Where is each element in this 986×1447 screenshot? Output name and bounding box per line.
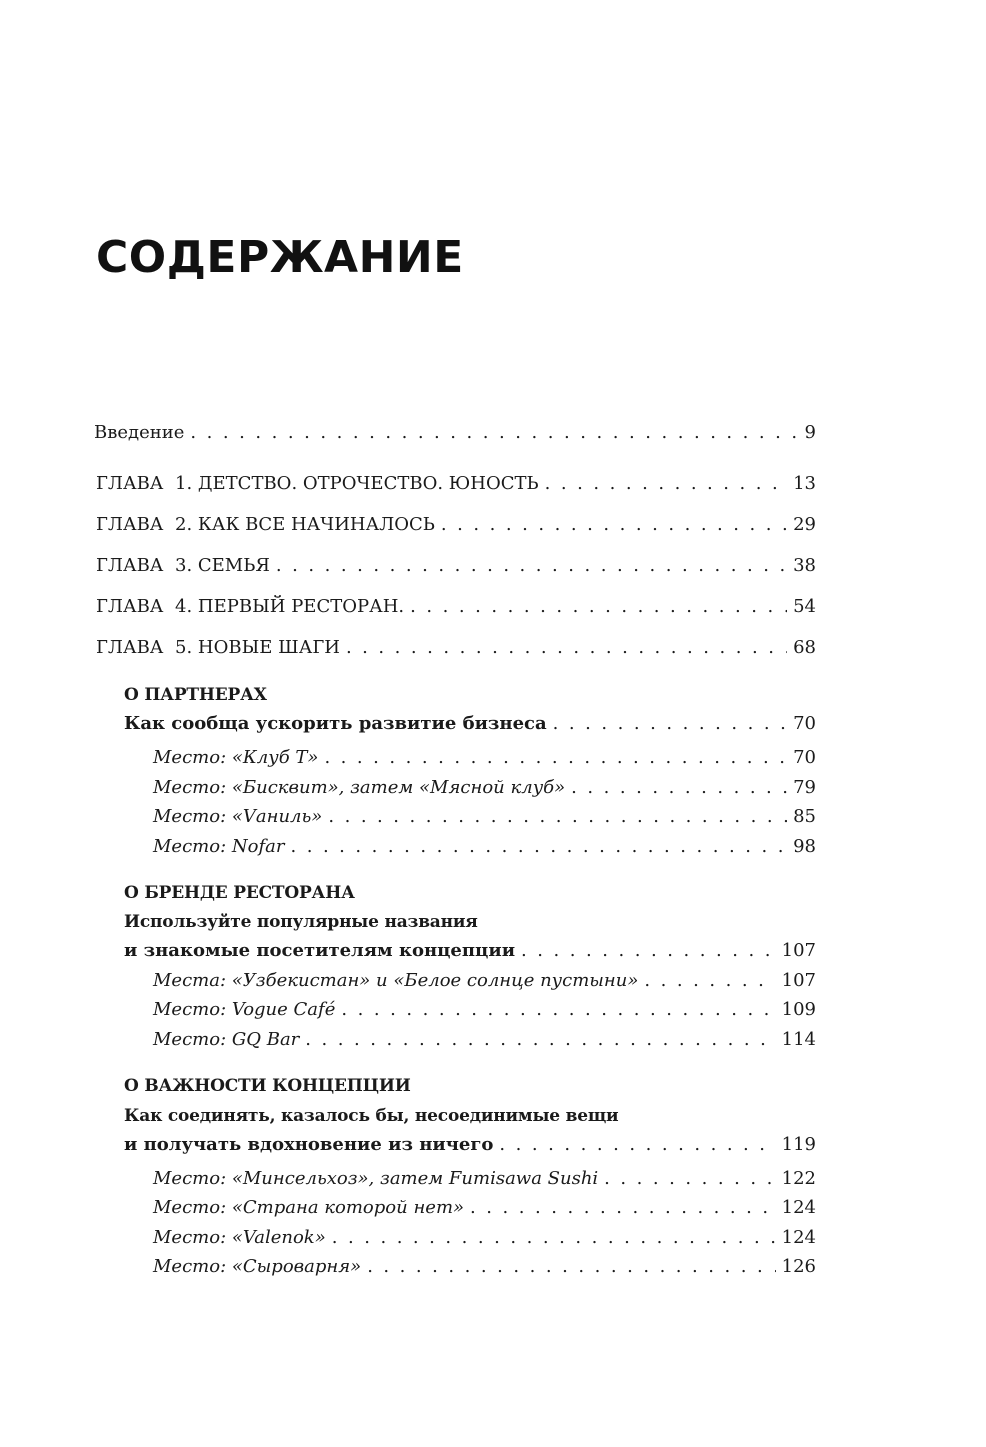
dot-leader	[367, 1254, 775, 1280]
toc-entry-place[interactable]	[0, 745, 986, 771]
place-title: Место: «Страна которой нет»	[153, 1197, 465, 1218]
dot-leader	[341, 997, 775, 1023]
dot-leader	[499, 1132, 775, 1158]
toc-entry-title: Введение	[94, 422, 185, 443]
section-heading: О ПАРТНЕРАХ	[124, 685, 267, 705]
page-number: 68	[793, 637, 816, 658]
page-number: 126	[781, 1256, 816, 1277]
section-heading-row	[0, 1073, 986, 1099]
toc-entry-place[interactable]	[0, 1254, 986, 1280]
page-number: 70	[793, 747, 816, 768]
place-title: Место: «Минсельхоз», затем Fumisawa Sushi	[153, 1168, 599, 1189]
page-number: 109	[781, 999, 816, 1020]
chapter-title: 5. НОВЫЕ ШАГИ	[175, 637, 340, 658]
toc-entry-place[interactable]	[0, 1195, 986, 1221]
page-number: 79	[793, 777, 816, 798]
place-title: Место: GQ Bar	[153, 1029, 300, 1050]
dot-leader	[644, 968, 775, 994]
page-number: 122	[781, 1168, 816, 1189]
toc-entry-chapter[interactable]	[0, 553, 986, 579]
page-number: 124	[781, 1197, 816, 1218]
dot-leader	[410, 594, 787, 620]
place-title: Место: «Vаниль»	[153, 806, 323, 827]
dot-leader	[332, 1225, 776, 1251]
dot-leader	[290, 834, 787, 860]
page-number: 98	[793, 836, 816, 857]
chapter-label: ГЛАВА	[96, 473, 164, 494]
place-title: Место: «Бисквит», затем «Мясной клуб»	[153, 777, 566, 798]
toc-entry-place[interactable]	[0, 997, 986, 1023]
toc-entry-chapter[interactable]	[0, 594, 986, 620]
toc-entry-section-topic[interactable]	[0, 711, 986, 737]
place-title: Места: «Узбекистан» и «Белое солнце пустыни»	[153, 970, 639, 991]
page-number: 9	[804, 422, 816, 443]
section-subtitle: Используйте популярные названия	[124, 912, 478, 932]
chapter-label: ГЛАВА	[96, 637, 164, 658]
place-title: Место: Nofar	[153, 836, 285, 857]
dot-leader	[604, 1166, 775, 1192]
section-heading-row	[0, 880, 986, 906]
page-number: 70	[793, 713, 816, 734]
section-heading: О БРЕНДЕ РЕСТОРАНА	[124, 883, 355, 903]
dot-leader	[441, 512, 787, 538]
place-title: Место: Vogue Café	[153, 999, 336, 1020]
place-title: Место: «Valenok»	[153, 1227, 326, 1248]
chapter-title: 2. КАК ВСЕ НАЧИНАЛОСЬ	[175, 514, 435, 535]
dot-leader	[305, 1027, 775, 1053]
chapter-title: 1. ДЕТСТВО. ОТРОЧЕСТВО. ЮНОСТЬ	[175, 473, 539, 494]
toc-entry-place[interactable]	[0, 804, 986, 830]
section-heading: О ВАЖНОСТИ КОНЦЕПЦИИ	[124, 1076, 411, 1096]
page-number: 114	[781, 1029, 816, 1050]
toc-entry-chapter[interactable]	[0, 635, 986, 661]
toc-entry-place[interactable]	[0, 968, 986, 994]
dot-leader	[276, 553, 787, 579]
dot-leader	[346, 635, 787, 661]
dot-leader	[190, 420, 798, 446]
toc-entry-place[interactable]	[0, 834, 986, 860]
dot-leader	[553, 711, 787, 737]
page-number: 124	[781, 1227, 816, 1248]
chapter-label: ГЛАВА	[96, 596, 164, 617]
page-number: 85	[793, 806, 816, 827]
page-number: 13	[793, 473, 816, 494]
chapter-title: 3. СЕМЬЯ	[175, 555, 270, 576]
page-number: 107	[781, 970, 816, 991]
page-title: СОДЕРЖАНИЕ	[96, 232, 464, 283]
toc-entry-chapter[interactable]	[0, 512, 986, 538]
toc-entry-chapter[interactable]	[0, 471, 986, 497]
section-heading-row	[0, 682, 986, 708]
page-number: 54	[793, 596, 816, 617]
dot-leader	[328, 804, 787, 830]
page-number: 119	[781, 1134, 816, 1155]
toc-entry-place[interactable]	[0, 1166, 986, 1192]
toc-entry-section-topic[interactable]	[0, 938, 986, 964]
chapter-label: ГЛАВА	[96, 555, 164, 576]
place-title: Место: «Клуб Т»	[153, 747, 319, 768]
section-subtitle: Как сообща ускорить развитие бизнеса	[124, 713, 547, 734]
dot-leader	[324, 745, 787, 771]
toc-entry-intro[interactable]	[0, 420, 986, 446]
section-subtitle: и знакомые посетителям концепции	[124, 940, 516, 961]
place-title: Место: «Сыроварня»	[153, 1256, 362, 1277]
section-subtitle-row[interactable]	[0, 909, 986, 935]
toc-entry-section-topic[interactable]	[0, 1132, 986, 1158]
section-subtitle-row[interactable]	[0, 1103, 986, 1129]
dot-leader	[571, 775, 787, 801]
page-number: 29	[793, 514, 816, 535]
dot-leader	[470, 1195, 776, 1221]
dot-leader	[521, 938, 776, 964]
chapter-label: ГЛАВА	[96, 514, 164, 535]
section-subtitle: и получать вдохновение из ничего	[124, 1134, 494, 1155]
toc-entry-place[interactable]	[0, 775, 986, 801]
section-subtitle: Как соединять, казалось бы, несоединимые вещи	[124, 1106, 619, 1126]
page-number: 107	[781, 940, 816, 961]
dot-leader	[545, 471, 787, 497]
page-number: 38	[793, 555, 816, 576]
chapter-title: 4. ПЕРВЫЙ РЕСТОРАН.	[175, 596, 405, 617]
toc-entry-place[interactable]	[0, 1027, 986, 1053]
toc-entry-place[interactable]	[0, 1225, 986, 1251]
